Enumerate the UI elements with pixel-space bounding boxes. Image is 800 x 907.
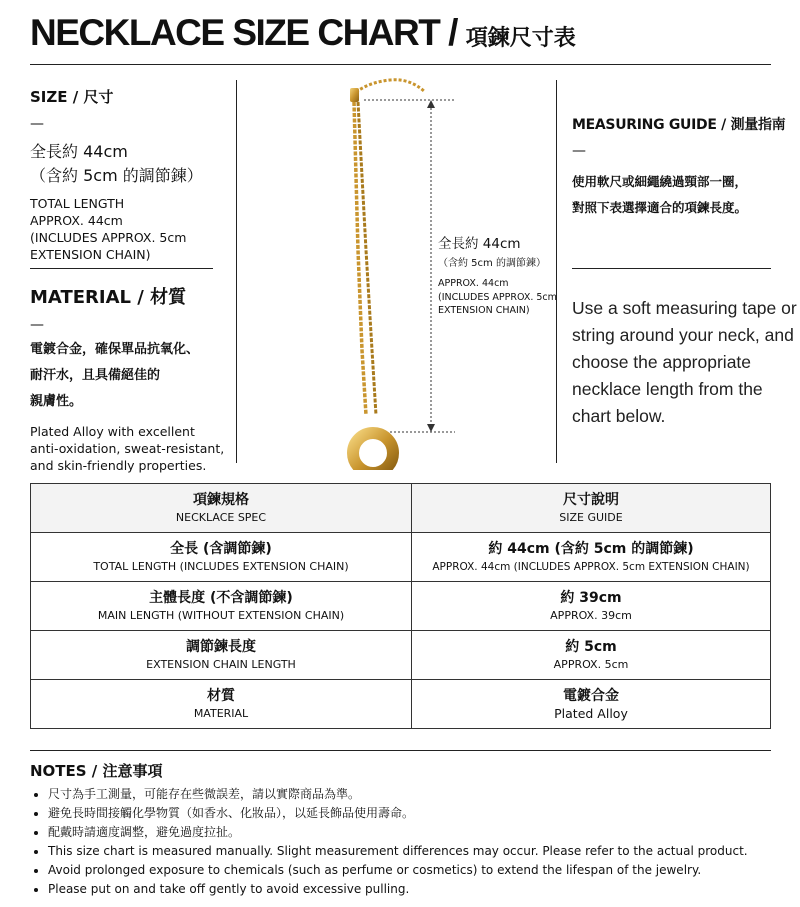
left-column-divider (236, 80, 237, 463)
guide-en-line2: string around your neck, and (572, 325, 794, 345)
material-en-line3: and skin-friendly properties. (30, 458, 207, 473)
header-guide-en: SIZE GUIDE (559, 511, 623, 524)
list-item: • 尺寸為手工測量，可能存在些微誤差，請以實際商品為準。 (48, 785, 748, 804)
page-title (30, 12, 576, 54)
row-value-en: APPROX. 39cm (550, 609, 632, 622)
header-guide-zh: 尺寸說明 (563, 492, 619, 508)
row-value-zh: 約 39cm (560, 590, 622, 606)
size-en-line1: TOTAL LENGTH (30, 196, 125, 211)
table-cell-value (412, 631, 771, 680)
guide-en-line4: necklace length from the (572, 379, 763, 399)
necklace-length-label (438, 232, 557, 318)
size-en-line4: EXTENSION CHAIN) (30, 247, 151, 262)
title-en: NECKLACE SIZE CHART / (30, 12, 457, 53)
table-row (31, 631, 771, 680)
table-cell-spec (31, 533, 412, 582)
notes-list (30, 785, 748, 899)
table-cell-spec (31, 582, 412, 631)
table-cell-value (412, 582, 771, 631)
necklace-label-en-line3: EXTENSION CHAIN) (438, 305, 530, 316)
guide-en-line1: Use a soft measuring tape or (572, 298, 797, 318)
table-cell-spec (31, 631, 412, 680)
row-spec-en: MATERIAL (193, 707, 249, 720)
guide-en-text (572, 295, 797, 430)
list-item: • 避免長時間接觸化學物質（如香水、化妝品），以延長飾品使用壽命。 (48, 804, 748, 823)
size-en-line3: (INCLUDES APPROX. 5cm (30, 230, 187, 245)
row-value-en: APPROX. 5cm (553, 658, 629, 671)
guide-section (572, 114, 785, 221)
material-en-line2: anti-oxidation, sweat-resistant, (30, 441, 225, 456)
row-spec-en: TOTAL LENGTH (INCLUDES EXTENSION CHAIN) (93, 560, 349, 573)
size-zh-line2: （含約 5cm 的調節鍊） (30, 166, 203, 185)
notes-divider (30, 750, 771, 751)
row-value-en: Plated Alloy (554, 706, 628, 721)
row-value-en: APPROX. 44cm (INCLUDES APPROX. 5cm EXTENSION CHAIN) (432, 561, 750, 573)
material-en-line1: Plated Alloy with excellent (30, 424, 195, 439)
table-header-guide (412, 484, 771, 533)
guide-zh-line1: 使用軟尺或細繩繞過頸部一圈， (572, 174, 748, 189)
extension-chain (356, 80, 425, 92)
material-zh-line2: 耐汗水，且具備絕佳的 (30, 368, 161, 383)
arrow-up-icon (427, 100, 435, 108)
necklace-label-en-line2: (INCLUDES APPROX. 5cm (438, 291, 557, 303)
row-value-zh: 約 44cm (含約 5cm 的調節鍊) (488, 541, 694, 557)
table-header-spec (31, 484, 412, 533)
necklace-label-en-line1: APPROX. 44cm (438, 278, 509, 289)
guide-en-line5: chart below. (572, 406, 666, 426)
guide-dash: — (572, 143, 586, 159)
necklace-label-zh-line1: 全長約 44cm (438, 236, 521, 252)
notes-section (30, 760, 748, 899)
material-section (30, 283, 224, 474)
material-dash: — (30, 317, 44, 333)
row-spec-zh: 主體長度 (不含調節鍊) (149, 590, 293, 606)
title-zh: 項鍊尺寸表 (465, 26, 576, 51)
table-row (31, 533, 771, 582)
size-section (30, 86, 203, 263)
material-zh-line3: 親膚性。 (30, 394, 83, 409)
pendant-ring-icon (353, 433, 393, 470)
table-cell-value (412, 533, 771, 582)
clasp-icon (350, 88, 359, 102)
header-spec-en: NECKLACE SPEC (175, 511, 267, 524)
size-dash: — (30, 116, 44, 132)
chain-right (358, 102, 376, 415)
row-spec-zh: 全長 (含調節鍊) (170, 541, 272, 557)
list-item: • 配戴時請適度調整，避免過度拉扯。 (48, 823, 748, 842)
material-heading: MATERIAL / 材質 (30, 287, 187, 308)
table-row (31, 582, 771, 631)
size-divider (30, 268, 213, 269)
size-spec-table (30, 483, 771, 729)
list-item: • This size chart is measured manually. Slight measurement differences may occur. Please refer to the actual product. (48, 842, 748, 861)
row-value-zh: 約 5cm (565, 639, 617, 655)
header-spec-zh: 項鍊規格 (193, 492, 249, 508)
table-row (31, 680, 771, 729)
list-item: • Avoid prolonged exposure to chemicals (such as perfume or cosmetics) to extend the lifespan of the jewelry. (48, 861, 748, 880)
size-zh-line1: 全長約 44cm (30, 142, 128, 161)
list-item: • Please put on and take off gently to avoid excessive pulling. (48, 880, 748, 899)
row-spec-en: EXTENSION CHAIN LENGTH (146, 658, 296, 671)
size-en-line2: APPROX. 44cm (30, 213, 123, 228)
arrow-down-icon (427, 424, 435, 432)
row-spec-en: MAIN LENGTH (WITHOUT EXTENSION CHAIN) (97, 609, 345, 622)
guide-en-line3: choose the appropriate (572, 352, 752, 372)
size-heading: SIZE / 尺寸 (30, 88, 114, 106)
table-cell-spec (31, 680, 412, 729)
title-divider (30, 64, 771, 65)
material-zh-line1: 電鍍合金，確保單品抗氧化、 (30, 342, 200, 357)
notes-heading: NOTES / 注意事項 (30, 762, 163, 780)
necklace-label-zh-line2: （含約 5cm 的調節鍊） (438, 258, 546, 269)
guide-divider (572, 268, 771, 269)
table-cell-value (412, 680, 771, 729)
table-header-row (31, 484, 771, 533)
row-spec-zh: 調節鍊長度 (186, 639, 256, 655)
guide-heading: MEASURING GUIDE / 測量指南 (572, 117, 786, 133)
row-value-zh: 電鍍合金 (563, 688, 619, 704)
guide-zh-line2: 對照下表選擇適合的項鍊長度。 (572, 200, 748, 215)
row-spec-zh: 材質 (207, 688, 235, 704)
